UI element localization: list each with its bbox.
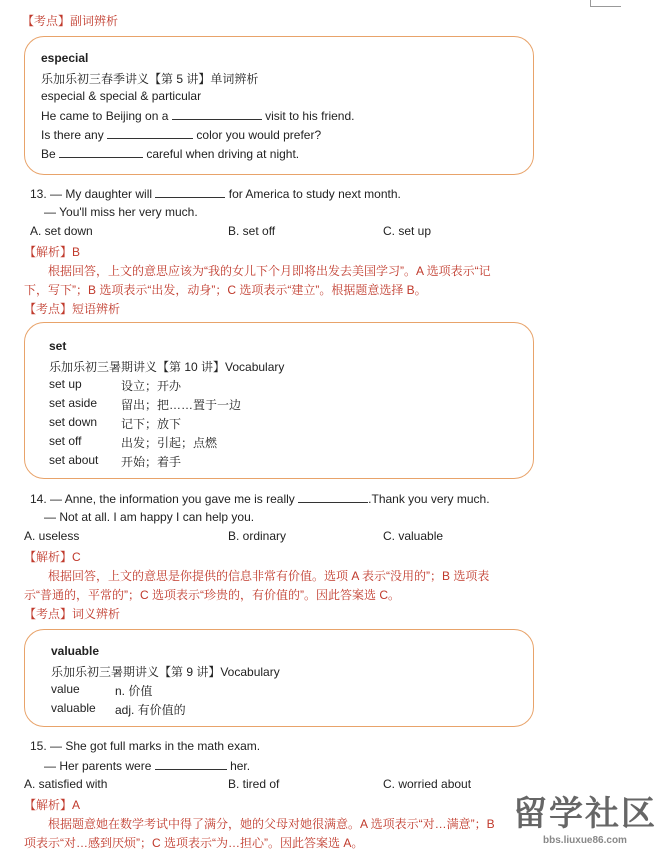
sentence-part: 14. — Anne, the information you gave me is really xyxy=(30,492,295,506)
sentence-part: Is there any xyxy=(41,128,104,142)
question-14-line1 xyxy=(30,491,490,506)
option-b: B. ordinary xyxy=(228,529,287,543)
option-c: C. set up xyxy=(383,224,432,238)
sentence-part: .Thank you very much. xyxy=(368,492,490,506)
sentence-part: — Her parents were xyxy=(44,759,152,773)
explanation-line: 项表示“对…感到厌烦”；C 选项表示“为…担心”。因此答案选 A。 xyxy=(24,836,364,850)
vocab-term: valuable xyxy=(51,701,96,715)
example-sentence xyxy=(41,146,299,161)
box-line: especial & special & particular xyxy=(41,89,202,103)
sentence-part: color you would prefer? xyxy=(196,128,322,142)
vocab-term: set aside xyxy=(49,396,98,410)
fill-blank xyxy=(155,758,227,770)
option-b: B. tired of xyxy=(228,777,280,791)
explanation-line: 根据回答，上文的意思是你提供的信息非常有价值。选项 A 表示“没用的”；B 选项表 xyxy=(48,569,490,583)
note-box-especial xyxy=(24,36,534,175)
vocab-meaning: 出发；引起；点燃 xyxy=(121,436,218,450)
sentence-part: He came to Beijing on a xyxy=(41,109,169,123)
vocab-term: set about xyxy=(49,453,99,467)
vocab-term: set off xyxy=(49,434,82,448)
answer-label: 【解析】B xyxy=(24,245,81,259)
question-14-line2: — Not at all. I am happy I can help you. xyxy=(44,510,255,524)
sentence-part: 13. — My daughter will xyxy=(30,187,153,201)
sentence-part: careful when driving at night. xyxy=(146,147,300,161)
box-ref: 乐加乐初三春季讲义【第 5 讲】单词辨析 xyxy=(41,72,259,86)
note-box-set xyxy=(24,322,534,479)
header-tag: 【考点】副词辨析 xyxy=(22,14,119,28)
sentence-part: for America to study next month. xyxy=(228,187,401,201)
fill-blank xyxy=(172,108,262,120)
example-sentence xyxy=(41,127,321,142)
vocab-meaning: 留出；把……置于一边 xyxy=(121,398,242,412)
watermark-url: bbs.liuxue86.com xyxy=(543,835,627,846)
question-15-line2 xyxy=(44,758,250,773)
question-13-line1 xyxy=(30,186,401,201)
answer-label: 【解析】A xyxy=(24,798,81,812)
question-15-line1: 15. — She got full marks in the math exam. xyxy=(30,739,261,753)
box-title: especial xyxy=(41,51,89,65)
explanation-line: 示“普通的，平常的”；C 选项表示“珍贵的，有价值的”。因此答案选 C。 xyxy=(24,588,400,602)
explanation-line: 根据回答，上文的意思应该为“我的女儿下个月即将出发去美国学习”。A 选项表示“记 xyxy=(48,264,491,278)
topic-tag: 【考点】词义辨析 xyxy=(24,607,121,621)
vocab-meaning: 设立；开办 xyxy=(121,379,182,393)
question-13-line2: — You'll miss her very much. xyxy=(44,205,198,219)
box-title: set xyxy=(49,339,67,353)
vocab-term: set down xyxy=(49,415,98,429)
fill-blank xyxy=(107,127,193,139)
option-a: A. satisfied with xyxy=(24,777,108,791)
explanation-line: 根据题意她在数学考试中得了满分，她的父母对她很满意。A 选项表示“对…满意”；B xyxy=(48,817,495,831)
site-watermark-logo xyxy=(513,786,657,846)
fill-blank xyxy=(59,146,143,158)
note-box-valuable xyxy=(24,629,534,727)
answer-label: 【解析】C xyxy=(24,550,81,564)
sentence-part: visit to his friend. xyxy=(265,109,355,123)
page-corner-mark xyxy=(590,0,621,7)
example-sentence xyxy=(41,108,354,123)
fill-blank xyxy=(298,491,368,503)
option-b: B. set off xyxy=(228,224,276,238)
option-c: C. valuable xyxy=(383,529,444,543)
vocab-meaning: 记下；放下 xyxy=(121,417,182,431)
box-ref: 乐加乐初三暑期讲义【第 10 讲】Vocabulary xyxy=(49,360,285,374)
box-title: valuable xyxy=(51,644,100,658)
fill-blank xyxy=(155,186,225,198)
sentence-part: her. xyxy=(230,759,251,773)
vocab-meaning: 开始；着手 xyxy=(121,455,182,469)
box-ref: 乐加乐初三暑期讲义【第 9 讲】Vocabulary xyxy=(51,665,280,679)
vocab-meaning: adj. 有价值的 xyxy=(115,703,186,717)
vocab-meaning: n. 价值 xyxy=(115,684,153,698)
explanation-line: 下，写下”；B 选项表示“出发，动身”；C 选项表示“建立”。根据题意选择 B。 xyxy=(24,283,427,297)
option-a: A. set down xyxy=(30,224,93,238)
vocab-term: set up xyxy=(49,377,82,391)
option-a: A. useless xyxy=(24,529,80,543)
topic-tag: 【考点】短语辨析 xyxy=(24,302,121,316)
sentence-part: Be xyxy=(41,147,56,161)
watermark-title: 留学社区 xyxy=(513,795,657,833)
option-c: C. worried about xyxy=(383,777,472,791)
vocab-term: value xyxy=(51,682,80,696)
